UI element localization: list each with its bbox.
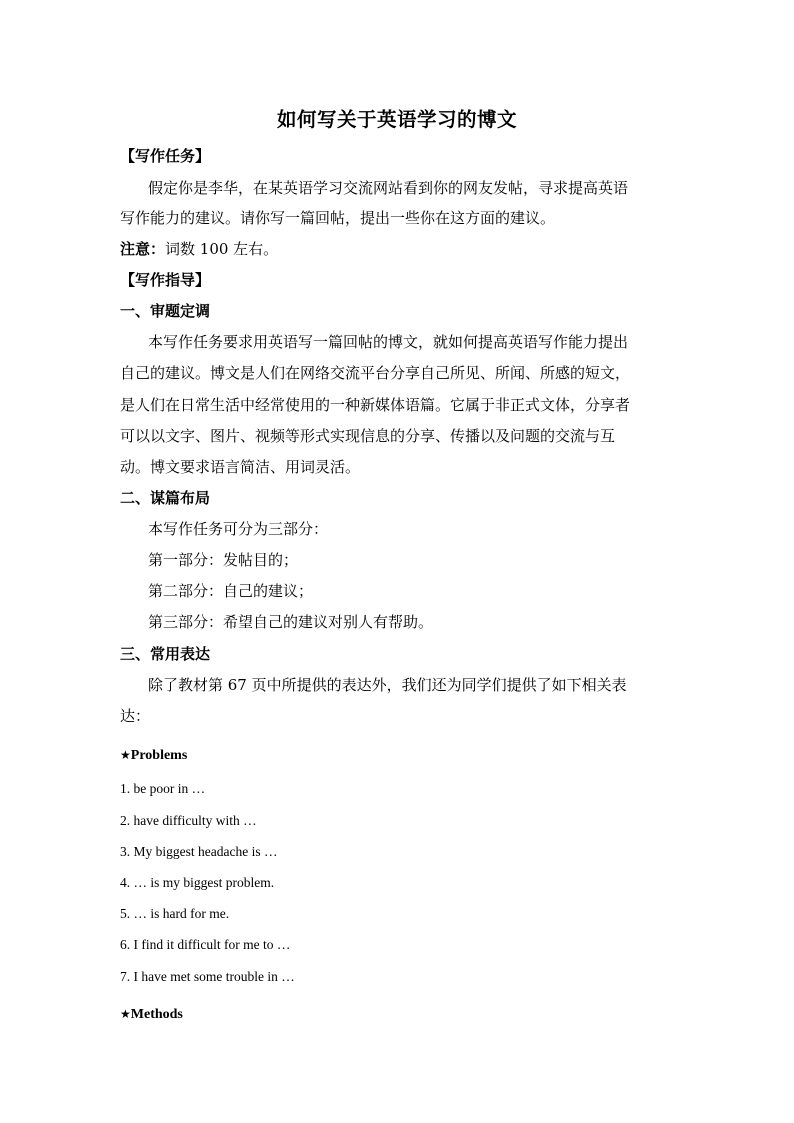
- section-heading-2: 二、谋篇布局: [120, 489, 211, 507]
- section1-paragraph-line: 是人们在日常生活中经常使用的一种新媒体语篇。它属于非正式文体，分享者: [120, 396, 631, 414]
- problem-item: 5. … is hard for me.: [120, 906, 230, 921]
- section1-paragraph-line: 动。博文要求语言简洁、用词灵活。: [120, 458, 361, 476]
- page-title: 如何写关于英语学习的博文: [276, 108, 517, 131]
- note-line: [120, 239, 278, 259]
- methods-heading: [120, 1003, 183, 1025]
- section2-line: 第一部分：发帖目的；: [148, 551, 299, 569]
- note-text: 词数 100 左右。: [165, 240, 279, 258]
- section1-paragraph-line: 自己的建议。博文是人们在网络交流平台分享自己所见、所闻、所感的短文，: [120, 364, 631, 382]
- star-icon: ★: [120, 748, 131, 762]
- section-heading-1: 一、审题定调: [120, 302, 211, 320]
- star-icon: ★: [120, 1007, 131, 1021]
- writing-guide-heading: 【写作指导】: [120, 271, 211, 289]
- writing-task-paragraph-line: 写作能力的建议。请你写一篇回帖，提出一些你在这方面的建议。: [120, 209, 556, 227]
- problems-heading-text: Problems: [130, 748, 188, 763]
- writing-task-paragraph-line: 假定你是李华，在某英语学习交流网站看到你的网友发帖，寻求提高英语: [148, 179, 629, 197]
- section2-line: 本写作任务可分为三部分：: [148, 520, 329, 538]
- writing-task-heading: 【写作任务】: [120, 147, 211, 165]
- section1-paragraph-line: 可以以文字、图片、视频等形式实现信息的分享、传播以及问题的交流与互: [120, 427, 616, 445]
- section3-paragraph-line: 达：: [120, 707, 151, 725]
- methods-heading-text: Methods: [130, 1007, 183, 1022]
- note-label: 注意：: [120, 240, 166, 258]
- section2-line: 第二部分：自己的建议；: [148, 582, 314, 600]
- problem-item: 3. My biggest headache is …: [120, 844, 278, 859]
- problem-item: 2. have difficulty with …: [120, 813, 257, 828]
- problem-item: 1. be poor in …: [120, 781, 206, 796]
- section-heading-3: 三、常用表达: [120, 645, 211, 663]
- problems-heading: [120, 744, 187, 766]
- problem-item: 4. … is my biggest problem.: [120, 875, 275, 890]
- section3-paragraph-line: 除了教材第 67 页中所提供的表达外，我们还为同学们提供了如下相关表: [148, 676, 627, 694]
- problem-item: 6. I find it difficult for me to …: [120, 937, 291, 952]
- section2-line: 第三部分：希望自己的建议对别人有帮助。: [148, 613, 434, 631]
- section1-paragraph-line: 本写作任务要求用英语写一篇回帖的博文，就如何提高英语写作能力提出: [148, 333, 629, 351]
- problem-item: 7. I have met some trouble in …: [120, 969, 295, 984]
